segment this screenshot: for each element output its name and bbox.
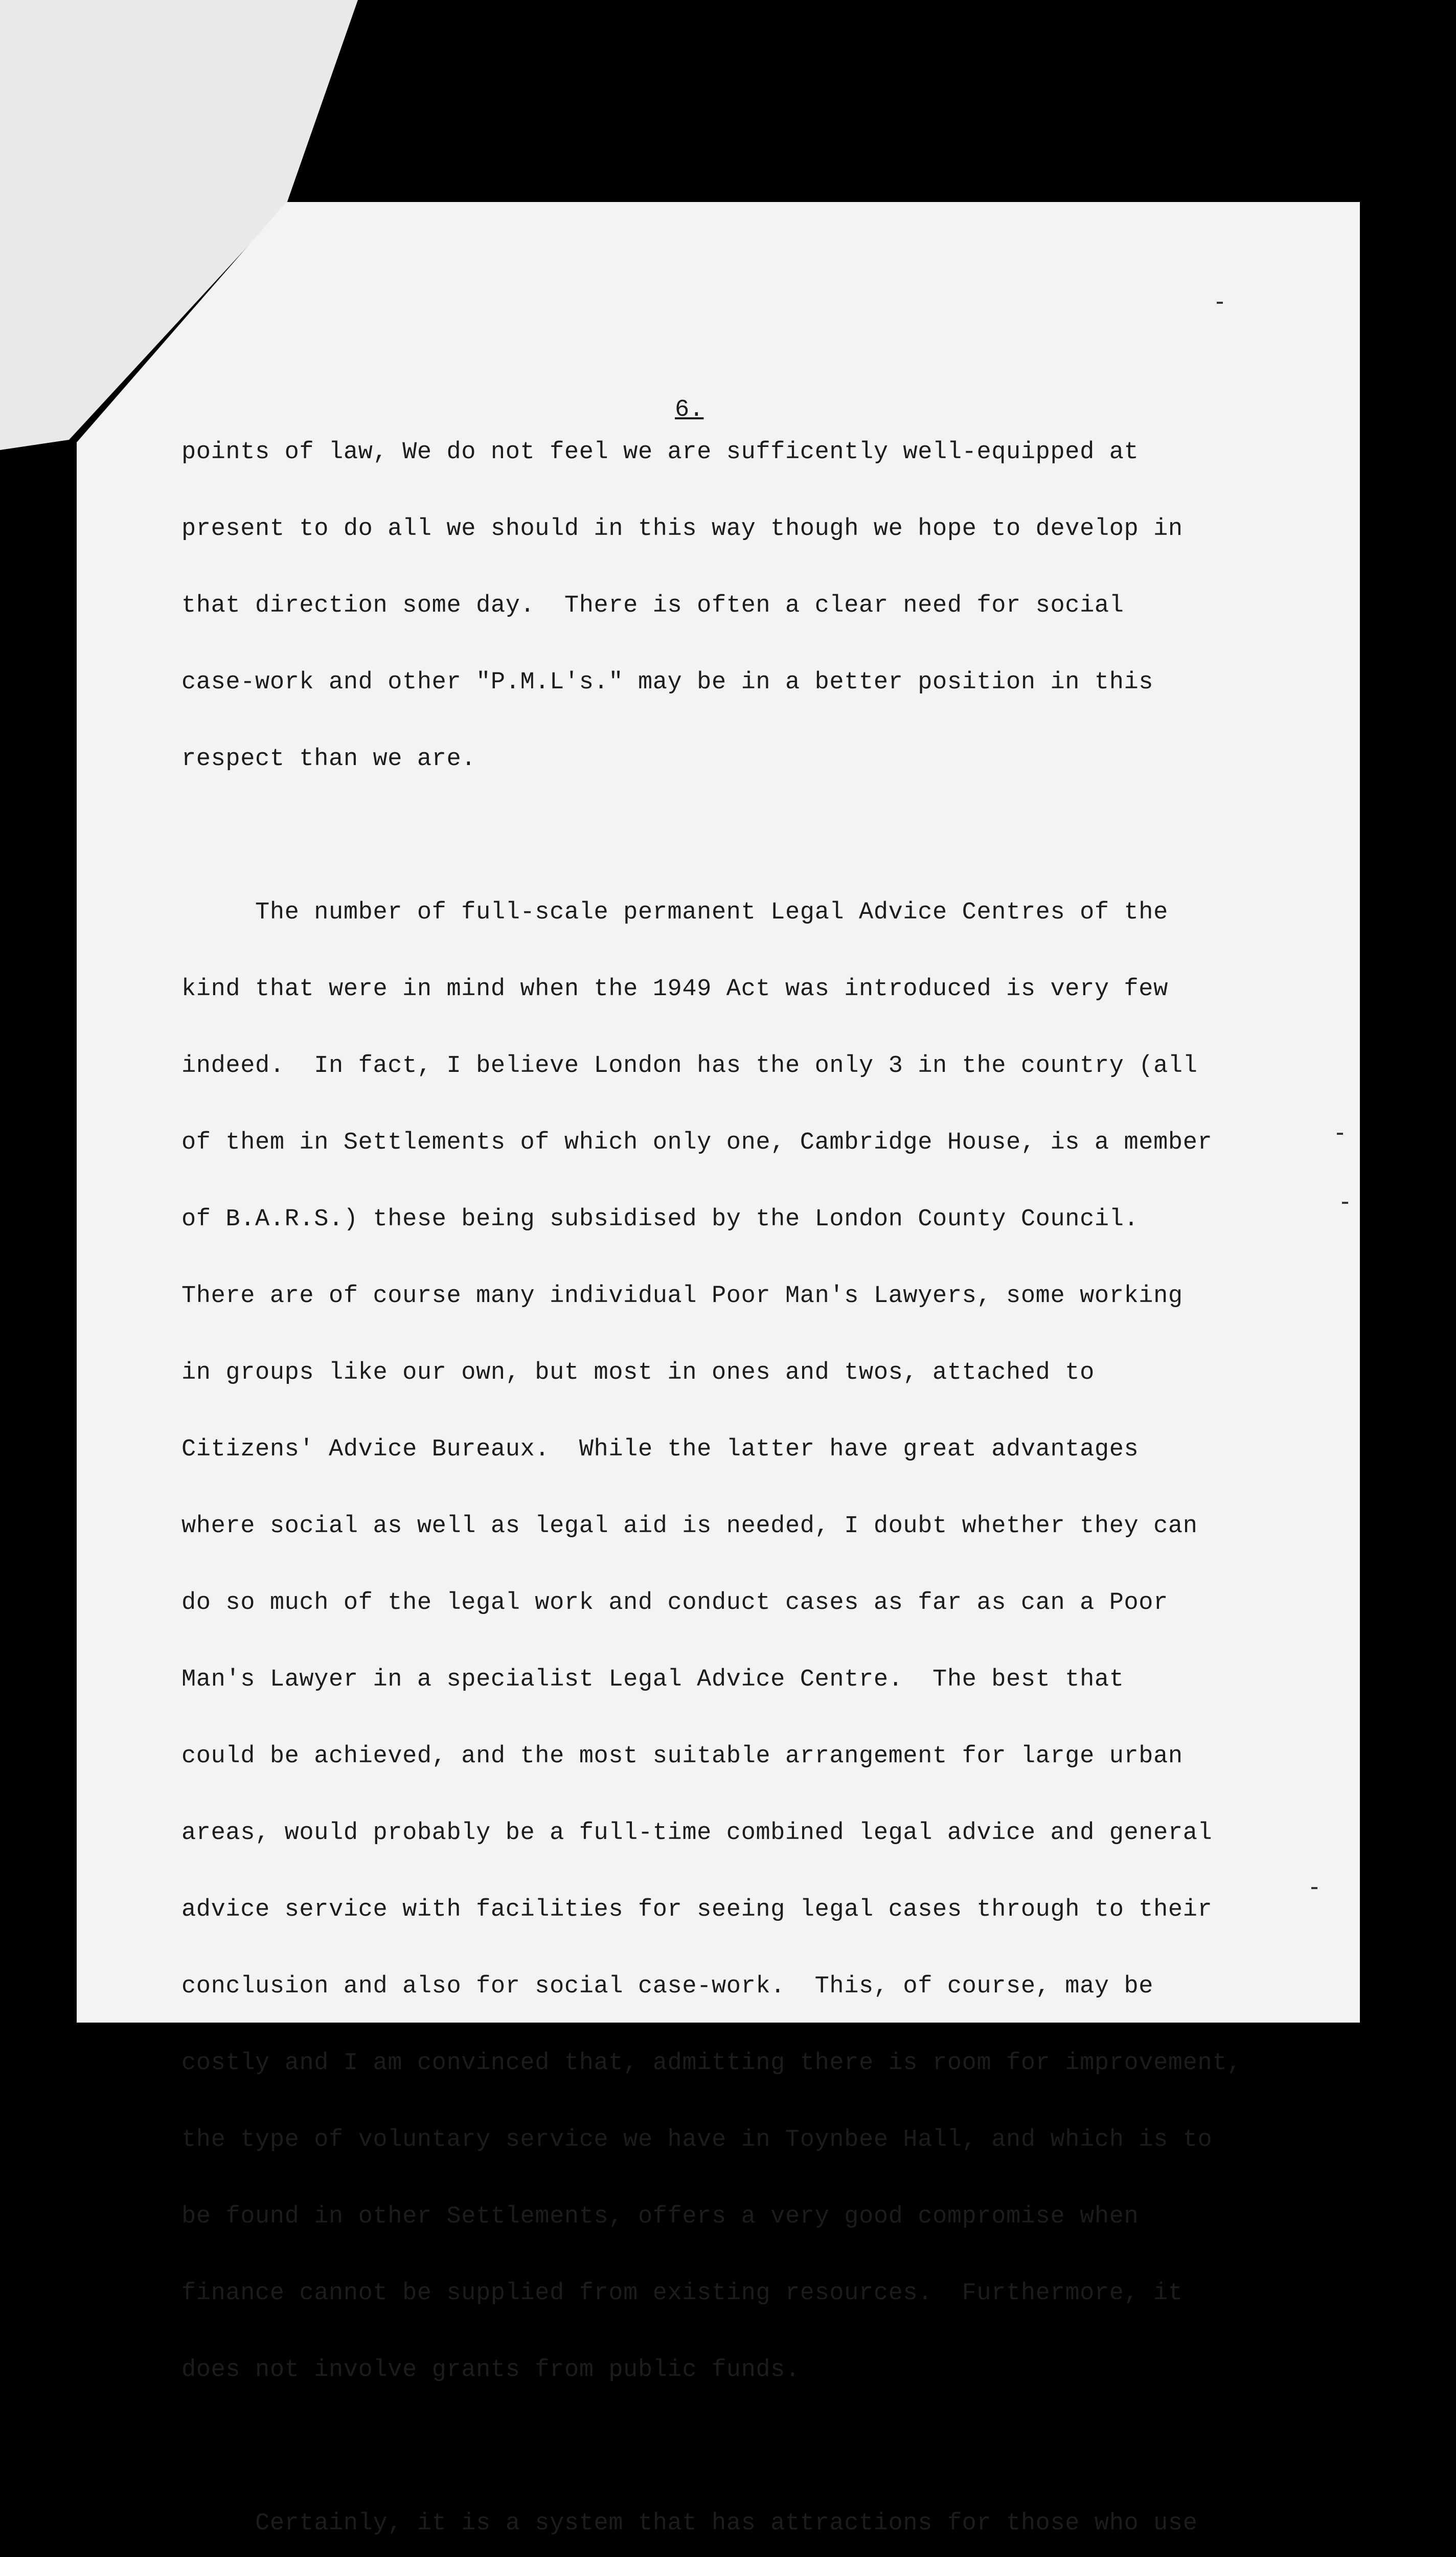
text-line: of B.A.R.S.) these being subsidised by the London County Council. [181,1206,1139,1233]
text-line: costly and I am convinced that, admitting there is room for improvement, [181,2050,1242,2077]
paragraph-1 [181,389,1327,823]
paragraph-3 [181,2460,1327,2557]
text-line: points of law, We do not feel we are sufficently well-equipped at [181,439,1139,466]
text-line: indeed. In fact, I believe London has the only 3 in the country (all [181,1052,1198,1080]
text-line: areas, would probably be a full-time combined legal advice and general [181,1820,1213,1847]
text-line: could be achieved, and the most suitable arrangement for large urban [181,1743,1183,1770]
text-line: case-work and other "P.M.L's." may be in a better position in this [181,669,1154,696]
text-line: be found in other Settlements, offers a very good compromise when [181,2203,1139,2230]
text-line: respect than we are. [181,746,476,773]
text-line: of them in Settlements of which only one, Cambridge House, is a member [181,1129,1213,1156]
margin-tick-mark [1311,1887,1317,1889]
text-line: kind that were in mind when the 1949 Act was introduced is very few [181,976,1168,1003]
text-line: do so much of the legal work and conduct cases as far as can a Poor [181,1589,1168,1617]
text-line: There are of course many individual Poor Man's Lawyers, some working [181,1283,1183,1310]
text-line: The number of full-scale permanent Legal Advice Centres of the [181,899,1168,926]
text-line: Man's Lawyer in a specialist Legal Advice Centre. The best that [181,1666,1124,1693]
text-line: advice service with facilities for seeing legal cases through to their [181,1896,1213,1923]
text-line: finance cannot be supplied from existing resources. Furthermore, it [181,2280,1183,2307]
text-line: Certainly, it is a system that has attractions for those who use [181,2510,1198,2537]
margin-tick-mark [1337,1133,1343,1135]
typescript-body [181,389,1327,2557]
text-line: does not involve grants from public funds. [181,2357,800,2384]
margin-tick-mark [1342,1202,1348,1204]
text-line: that direction some day. There is often a clear need for social [181,592,1124,619]
page-number: 6. [675,396,704,423]
text-line: Citizens' Advice Bureaux. While the latter have great advantages [181,1436,1139,1463]
text-line: in groups like our own, but most in ones and twos, attached to [181,1359,1095,1386]
text-line: conclusion and also for social case-work. This, of course, may be [181,1973,1154,2000]
text-line: where social as well as legal aid is needed, I doubt whether they can [181,1513,1198,1540]
margin-tick-mark [1217,302,1223,304]
text-line: present to do all we should in this way though we hope to develop in [181,515,1183,543]
text-line: the type of voluntary service we have in Toynbee Hall, and which is to [181,2126,1213,2154]
paragraph-2 [181,849,1327,2434]
